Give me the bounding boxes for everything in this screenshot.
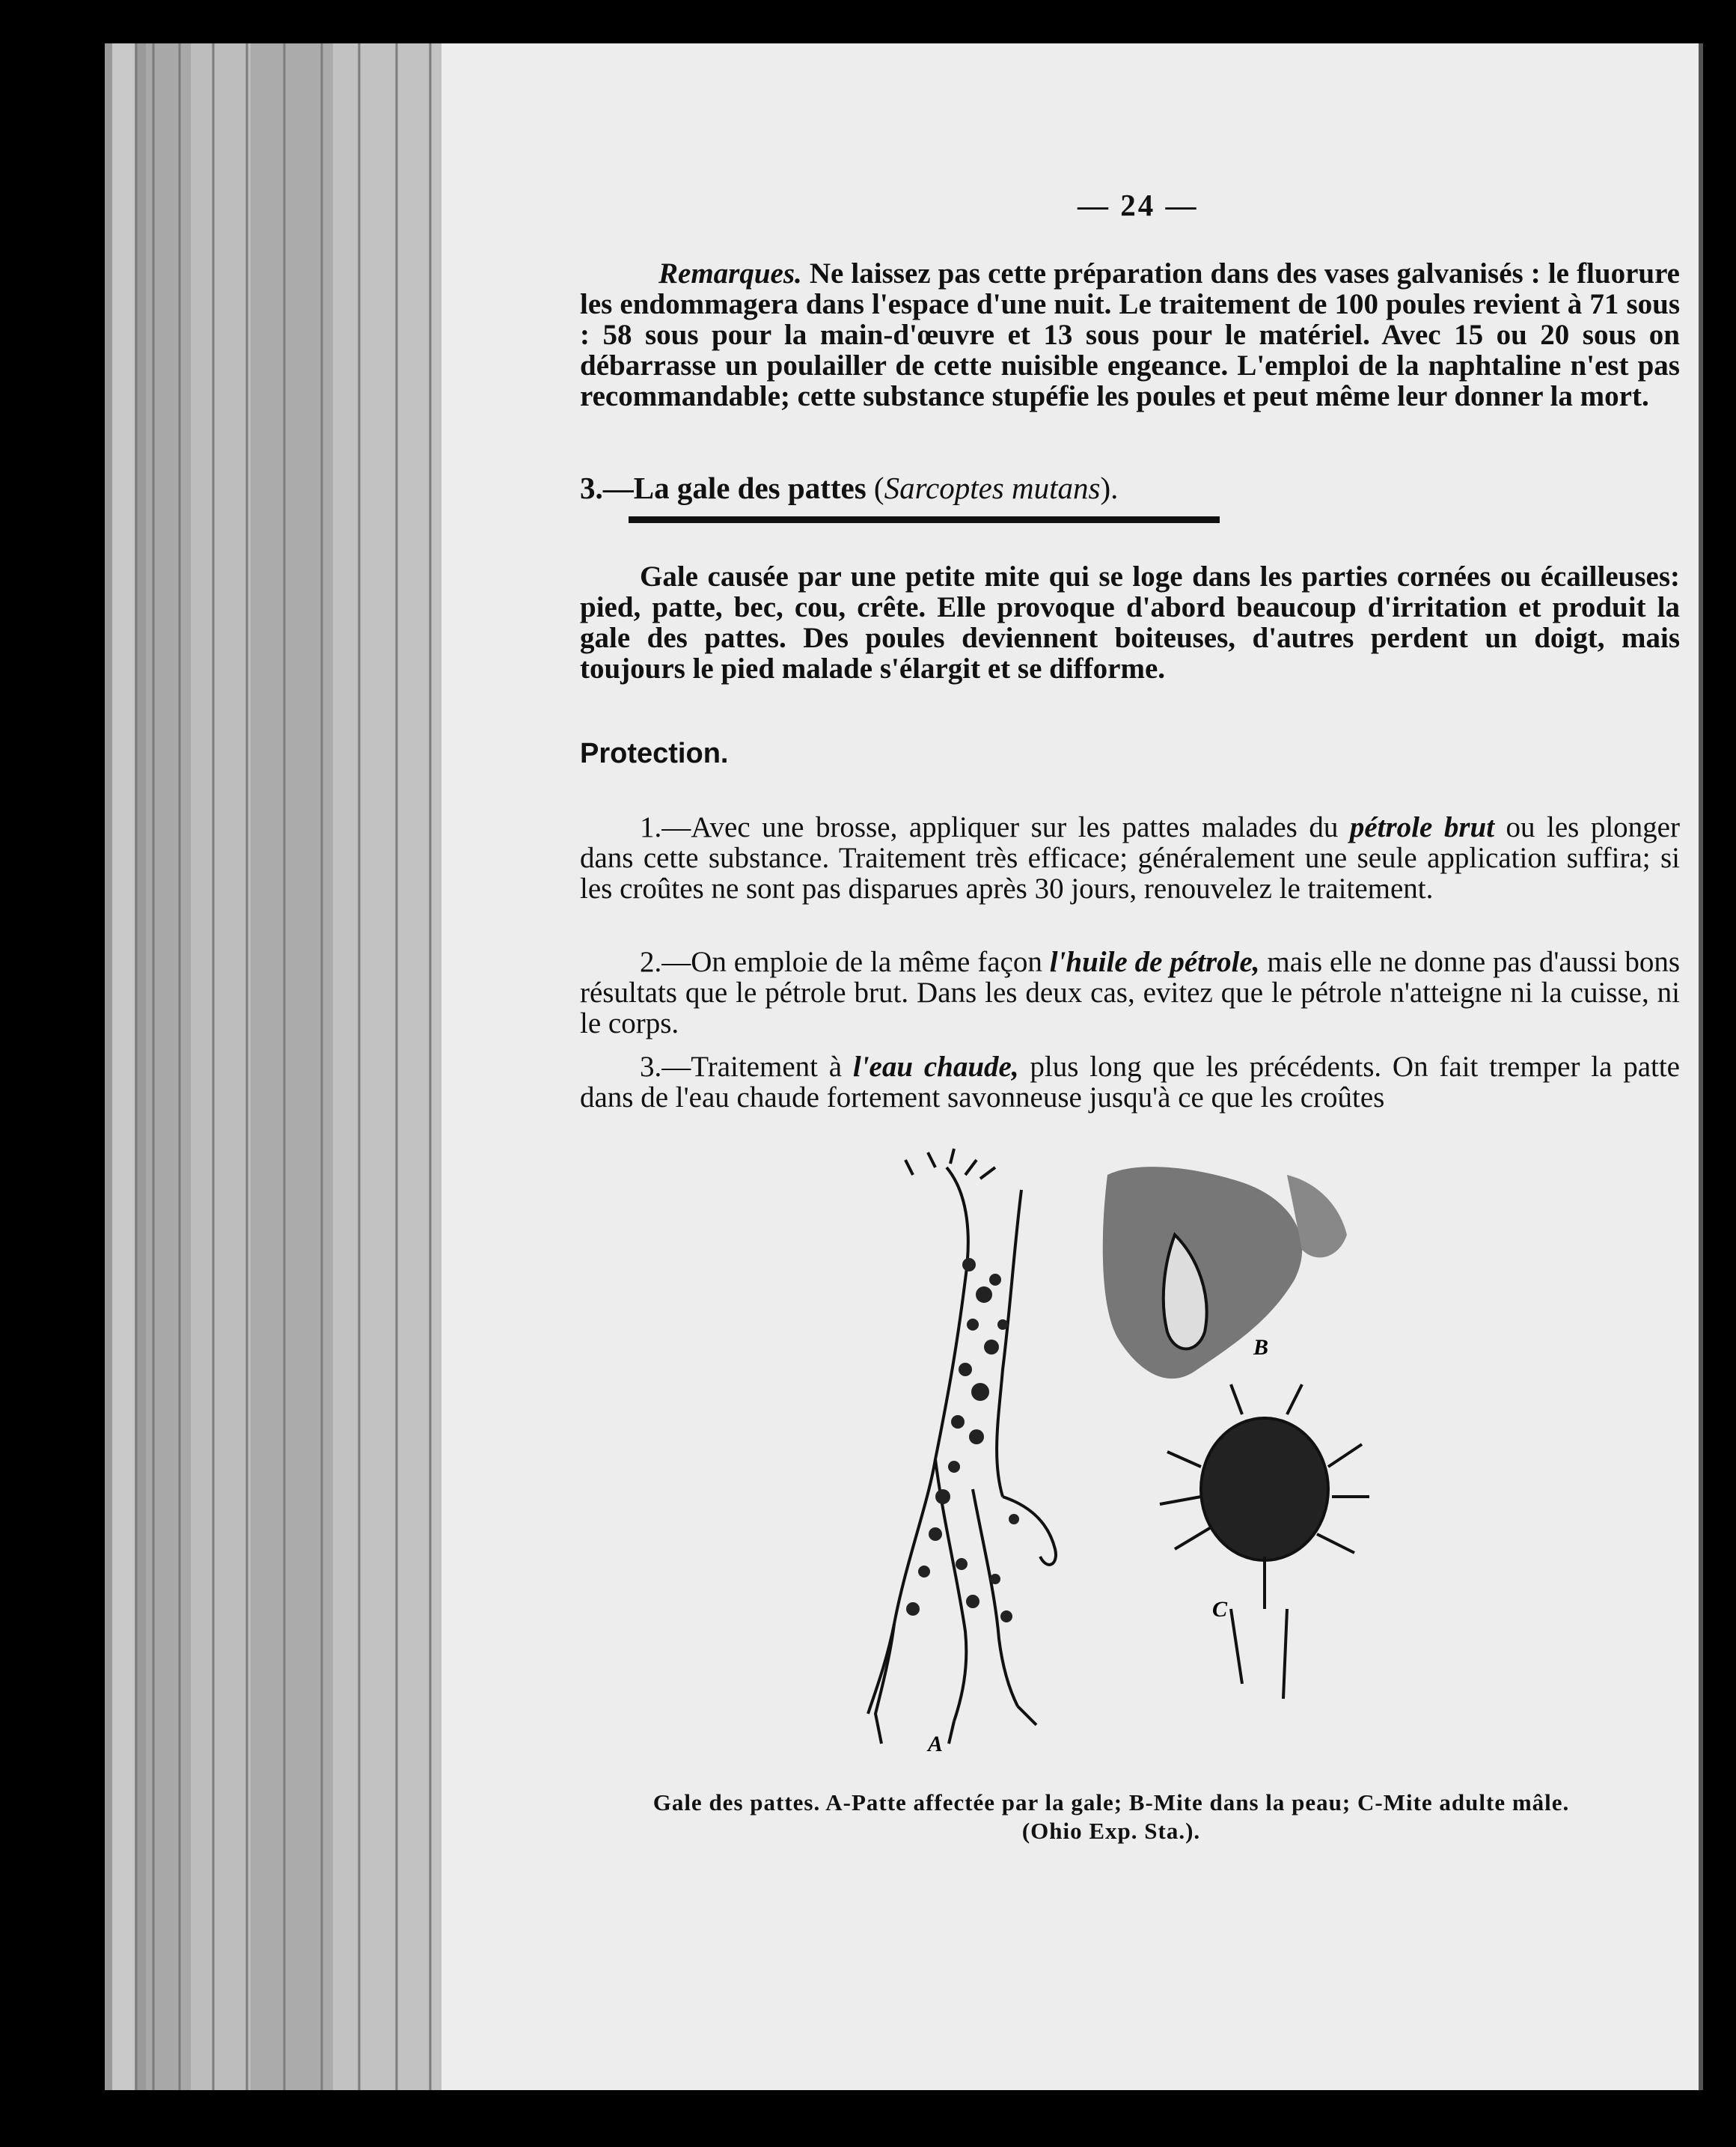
caption-line-1: Gale des pattes. A-Patte affectée par la gale; B-Mite dans la peau; C-Mite adulte mâle. [652, 1789, 1570, 1815]
treatment-1-text-b: ou les plonger dans cette substance. Traitement très efficace; généralement une seule application suffira; si les croûtes ne sont pas disparues après 30 jours, renouvelez le traitement. [580, 811, 1680, 905]
treatment-3-emphasis: l'eau chaude, [852, 1051, 1019, 1083]
section-latin-open: ( [866, 471, 884, 505]
protection-heading: Protection. [580, 738, 729, 769]
treatment-2 [580, 947, 1680, 1039]
figure-label-a: A [928, 1732, 944, 1756]
treatment-3-text-b: plus long que les précédents. On fait tremper la patte dans de l'eau chaude fortement savonneuse jusqu'à ce que les croûtes [580, 1051, 1680, 1114]
treatment-2-emphasis: l'huile de pétrole, [1049, 946, 1260, 978]
leg-scales-texture [906, 1258, 1019, 1622]
section-number: 3.— [580, 471, 634, 505]
page-number: — 24 — [1078, 188, 1199, 222]
section-latin-close: ). [1100, 471, 1119, 505]
mange-illustration [823, 1145, 1571, 1781]
treatment-3-text-a: 3.—Traitement à [640, 1051, 853, 1083]
section-title: La gale des pattes [633, 471, 867, 505]
treatment-1 [580, 812, 1680, 904]
figure-label-b: B [1253, 1335, 1269, 1360]
treatment-2-text-a: 2.—On emploie de la même façon [640, 946, 1050, 978]
treatment-1-emphasis: pétrole brut [1349, 811, 1495, 843]
treatment-3 [580, 1051, 1680, 1113]
treatment-2-text-b: mais elle ne donne pas d'aussi bons résultats que le pétrole brut. Dans les deux cas, evitez que le pétrole n'atteigne ni la cuisse, ni le corps. [580, 946, 1680, 1039]
figure-caption [557, 1789, 1665, 1845]
remarks-paragraph [580, 258, 1680, 412]
treatment-1-text-a: 1.—Avec une brosse, appliquer sur les pattes malades du [640, 811, 1350, 843]
caption-line-2: (Ohio Exp. Sta.). [1021, 1818, 1201, 1844]
remarks-lead: Remarques. [658, 257, 802, 290]
adult-mite-drawing [1160, 1384, 1369, 1699]
figure-label-c: C [1212, 1597, 1228, 1622]
section-heading [580, 470, 1118, 506]
remarks-text: Ne laissez pas cette préparation dans des vases galvanisés : le fluorure les endommagera dans l'espace d'une nuit. Le traitement de 100 poules revient à 71 sous : 58 sous pour la main-d'œuvre et 13 sous pour le matériel. Avec 15 ou 20 sous on débarrasse un poulailler de cette nuisible engeance. L'emploi de la naphtaline n'est pas recommandable; cette substance stupéfie les poules et peut même leur donner la mort. [580, 257, 1680, 412]
heading-underline [629, 516, 1220, 523]
affected-leg-drawing [868, 1149, 1056, 1744]
mite-in-skin-drawing [1103, 1167, 1347, 1378]
section-latin-name: Sarcoptes mutans [884, 471, 1101, 505]
description-paragraph: Gale causée par une petite mite qui se loge dans les parties cornées ou écailleuses: pied, patte, bec, cou, crête. Elle provoque d'abord beaucoup d'irritation et produit la gale des pattes. Des poules deviennent boiteuses, d'autres perdent un doigt, mais toujours le pied malade s'élargit et se difforme. [580, 561, 1680, 685]
